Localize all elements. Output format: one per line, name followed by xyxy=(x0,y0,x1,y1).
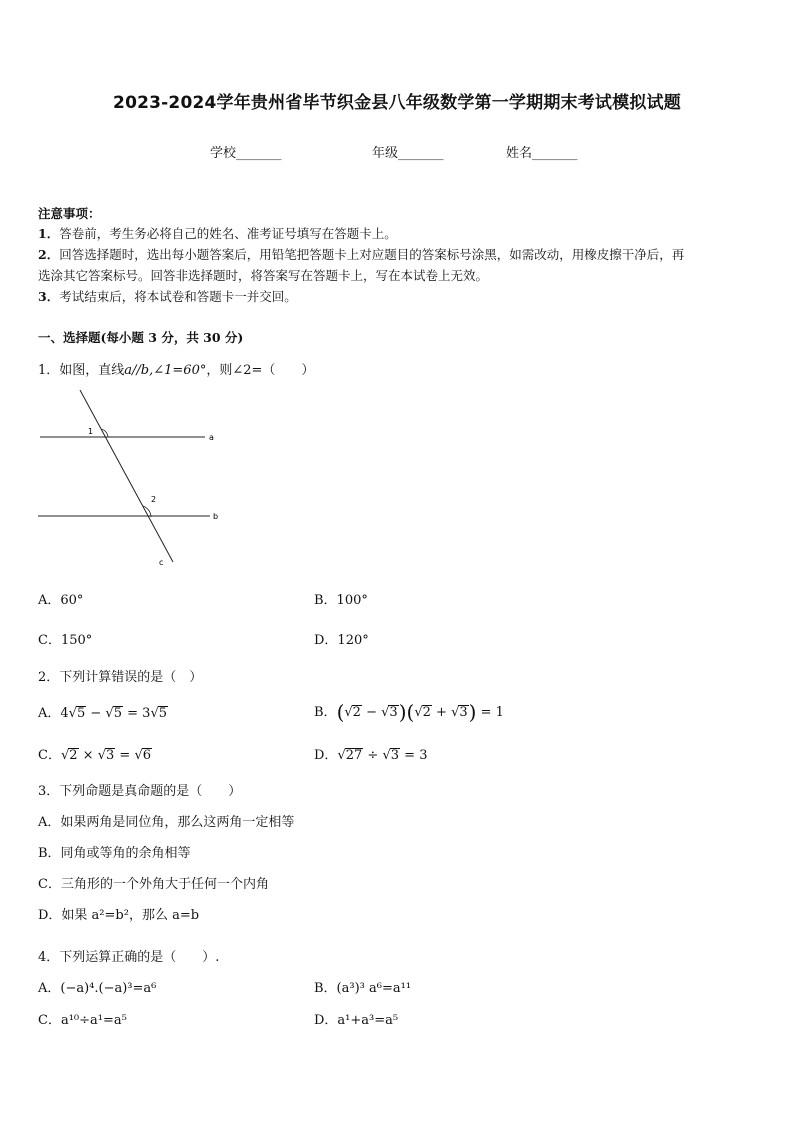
section-heading: 一、选择题(每小题 3 分，共 30 分) xyxy=(38,330,244,345)
q1-option-a[interactable]: A．60° xyxy=(38,593,84,608)
q3-option-a[interactable]: A．如果两角是同位角，那么这两角一定相等 xyxy=(38,815,295,830)
angle-1-label: 1 xyxy=(88,427,94,436)
q1-figure xyxy=(30,385,230,570)
line-c xyxy=(80,390,173,562)
notes-heading: 注意事项： xyxy=(38,206,101,221)
q3-option-b[interactable]: B．同角或等角的余角相等 xyxy=(38,846,191,861)
note-item: 2．回答选择题时，选出每小题答案后，用铅笔把答题卡上对应题目的答案标号涂黑，如需改动，用橡皮擦干净后，再 xyxy=(38,247,685,262)
q2-option-d[interactable]: D．√27 ÷ √3 = 3 xyxy=(314,748,428,763)
note-item: 1．答卷前，考生务必将自己的姓名、准考证号填写在答题卡上。 xyxy=(38,226,397,241)
school-field: 学校_______ xyxy=(210,146,282,161)
line-c-label: c xyxy=(159,558,164,567)
note-item: 3．考试结束后，将本试卷和答题卡一并交回。 xyxy=(38,289,297,304)
q3-option-d[interactable]: D．如果 a²=b²，那么 a=b xyxy=(38,908,200,923)
q1-option-d[interactable]: D．120° xyxy=(314,633,369,648)
question-4-stem: 4．下列运算正确的是（ ）. xyxy=(38,950,220,965)
q3-option-c[interactable]: C．三角形的一个外角大于任何一个内角 xyxy=(38,877,269,892)
name-field: 姓名_______ xyxy=(506,146,578,161)
q2-option-a[interactable]: A．4√5 − √5 = 3√5 xyxy=(38,706,168,721)
q1-option-c[interactable]: C．150° xyxy=(38,633,93,648)
q4-option-a[interactable]: A．(−a)⁴.(−a)³=a⁶ xyxy=(38,981,157,996)
q2-option-b[interactable]: B．(√2 − √3)(√2 + √3) = 1 xyxy=(314,700,504,724)
question-2-stem: 2．下列计算错误的是（ ） xyxy=(38,670,203,685)
angle-2-arc xyxy=(143,506,151,517)
question-3-stem: 3．下列命题是真命题的是（ ） xyxy=(38,784,242,799)
angle-2-label: 2 xyxy=(151,495,157,504)
line-a-label: a xyxy=(209,433,214,442)
note-item: 选涂其它答案标号。回答非选择题时，将答案写在答题卡上，写在本试卷上无效。 xyxy=(38,268,489,283)
q4-option-d[interactable]: D．a¹+a³=a⁵ xyxy=(314,1013,399,1028)
grade-field: 年级_______ xyxy=(372,146,444,161)
q1-option-b[interactable]: B．100° xyxy=(314,593,368,608)
line-b-label: b xyxy=(213,512,219,521)
q4-option-b[interactable]: B．(a³)³ a⁶=a¹¹ xyxy=(314,981,412,996)
q2-option-c[interactable]: C．√2 × √3 = √6 xyxy=(38,748,152,763)
q4-option-c[interactable]: C．a¹⁰÷a¹=a⁵ xyxy=(38,1013,127,1028)
question-1-stem: 1．如图，直线a//b,∠1=60°，则∠2=（ ） xyxy=(38,363,315,378)
page-title: 2023-2024学年贵州省毕节织金县八年级数学第一学期期末考试模拟试题 xyxy=(113,93,681,113)
